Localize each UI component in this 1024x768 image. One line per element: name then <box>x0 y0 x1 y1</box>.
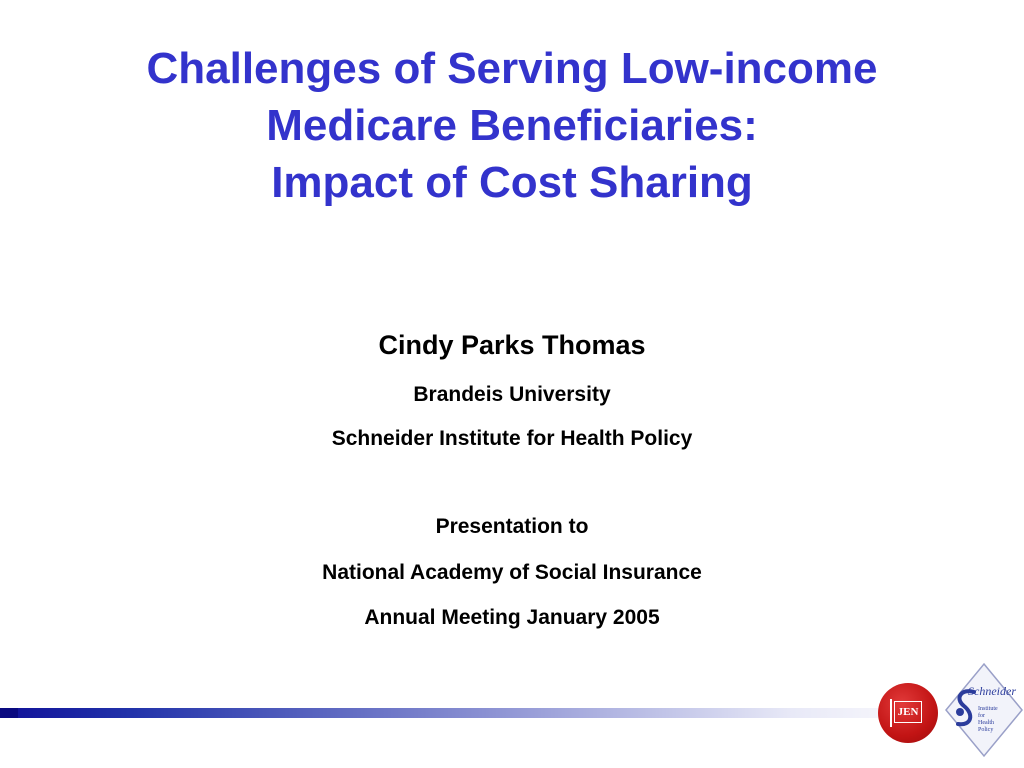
schneider-logo-sub-1: Institute <box>978 706 998 712</box>
slide-title <box>0 40 1024 211</box>
schneider-logo-name: Schneider <box>968 684 1016 698</box>
schneider-logo-sub-2: for <box>978 713 985 719</box>
jen-logo-bar <box>890 699 892 727</box>
title-line-2: Medicare Beneficiaries: <box>266 101 758 150</box>
footer-rule <box>0 708 880 718</box>
jen-logo <box>878 683 938 743</box>
presentation-line-3: Annual Meeting January 2005 <box>364 606 660 629</box>
affiliation-university: Brandeis University <box>413 383 611 406</box>
footer-rule-start <box>0 708 18 718</box>
schneider-logo-dot <box>956 708 964 716</box>
schneider-logo-sub-4: Policy <box>978 727 994 733</box>
affiliation-institute: Schneider Institute for Health Policy <box>331 427 693 450</box>
schneider-logo <box>944 660 1024 760</box>
schneider-logo-sub-3: Health <box>978 720 994 726</box>
presentation-line-2: National Academy of Social Insurance <box>322 561 702 584</box>
title-line-1: Challenges of Serving Low-income <box>146 44 878 93</box>
presentation-line-1: Presentation to <box>435 515 589 538</box>
author-name: Cindy Parks Thomas <box>378 330 646 360</box>
title-line-3: Impact of Cost Sharing <box>271 158 753 207</box>
jen-logo-text: JEN <box>894 701 922 723</box>
